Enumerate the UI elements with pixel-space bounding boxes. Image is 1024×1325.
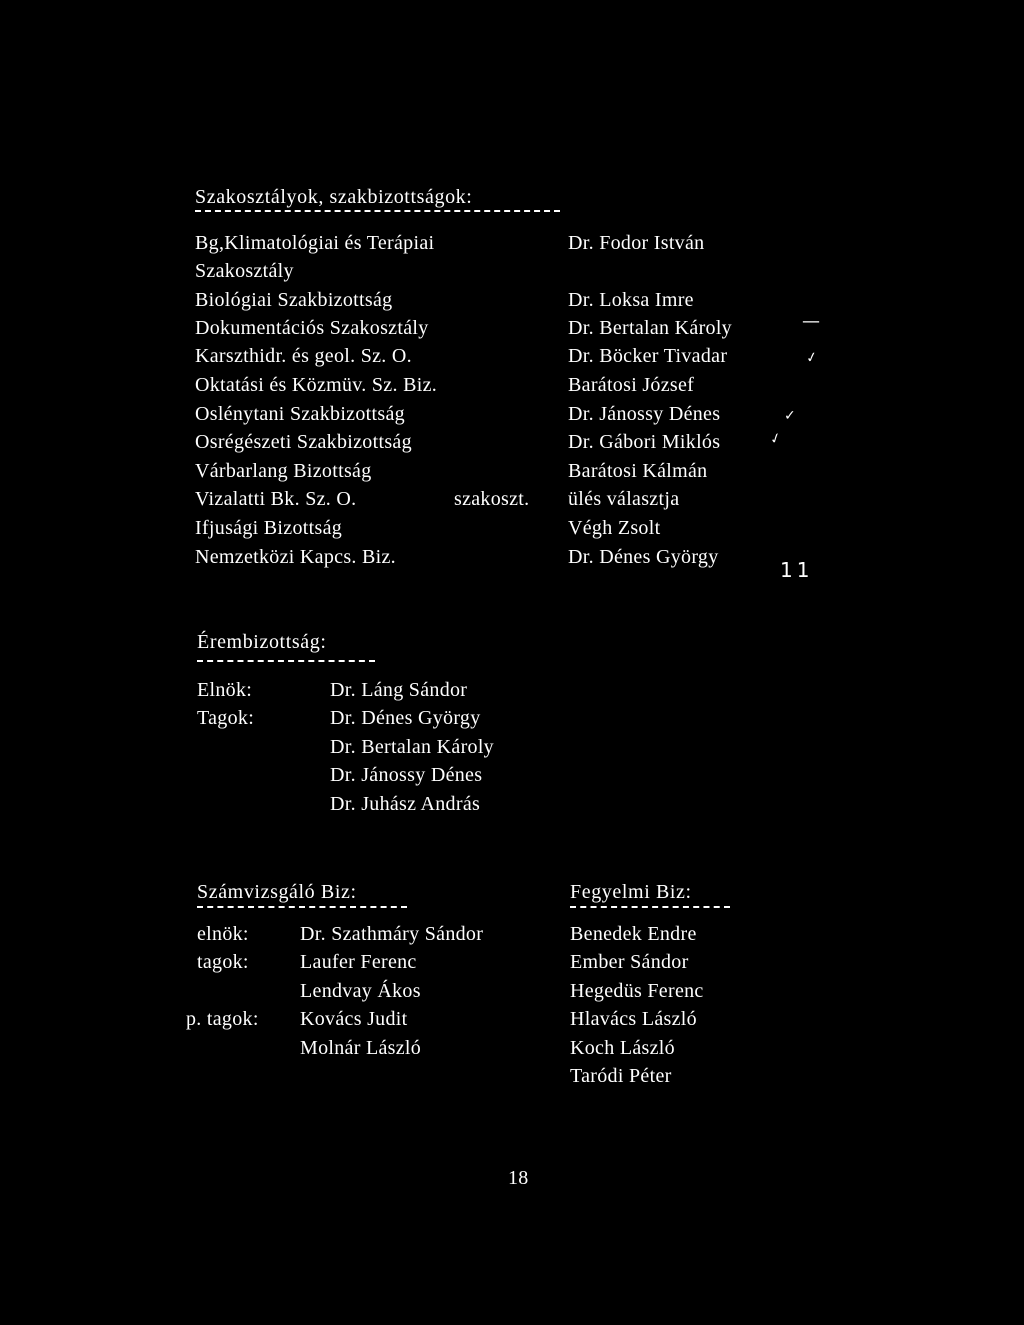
committee-chair: Dr. Böcker Tivadar: [568, 345, 728, 367]
member-name: Dr. Szathmáry Sándor: [300, 923, 484, 945]
role-label: tagok:: [197, 951, 249, 973]
handwritten-dash-mark: —: [802, 311, 820, 332]
committee-note: szakoszt.: [454, 488, 530, 510]
committee-name: Ifjusági Bizottság: [195, 517, 343, 539]
committee-name: Nemzetközi Kapcs. Biz.: [195, 546, 396, 568]
role-label: p. tagok:: [186, 1008, 259, 1030]
committee-chair: Dr. Dénes György: [568, 546, 719, 568]
member-name: Laufer Ferenc: [300, 951, 417, 973]
member-name: Molnár László: [300, 1037, 422, 1059]
committee-name: Karszthidr. és geol. Sz. O.: [195, 345, 412, 367]
committee-chair: ülés választja: [568, 488, 680, 510]
medal-committee-heading: Érembizottság:: [197, 631, 327, 653]
handwritten-check-mark: ✓: [784, 408, 796, 424]
page-number: 18: [508, 1167, 529, 1189]
committee-chair: Dr. Gábori Miklós: [568, 431, 721, 453]
committee-name: Bg,Klimatológiai és Terápiai: [195, 232, 435, 254]
committee-chair: Dr. Loksa Imre: [568, 289, 694, 311]
member-name: Taródi Péter: [570, 1065, 672, 1087]
member-name: Dr. Juhász András: [330, 793, 481, 815]
member-name: Koch László: [570, 1037, 675, 1059]
member-name: Ember Sándor: [570, 951, 689, 973]
committee-name: Oslénytani Szakbizottság: [195, 403, 405, 425]
committees-heading: Szakosztályok, szakbizottságok:: [195, 186, 473, 208]
heading-underline: [197, 660, 375, 662]
heading-underline: [197, 906, 407, 908]
member-name: Dr. Bertalan Károly: [330, 736, 494, 758]
committee-name: Várbarlang Bizottság: [195, 460, 372, 482]
handwritten-check-mark: ✓: [767, 429, 784, 449]
member-name: Kovács Judit: [300, 1008, 408, 1030]
committee-name: Osrégészeti Szakbizottság: [195, 431, 412, 453]
chair-label: Elnök:: [197, 679, 253, 701]
members-label: Tagok:: [197, 707, 255, 729]
role-label: elnök:: [197, 923, 249, 945]
committee-name: Oktatási és Közmüv. Sz. Biz.: [195, 374, 438, 396]
committee-chair: Barátosi Kálmán: [568, 460, 708, 482]
member-name: Dr. Láng Sándor: [330, 679, 468, 701]
committee-chair: Barátosi József: [568, 374, 695, 396]
committee-chair: Dr. Fodor István: [568, 232, 705, 254]
member-name: Hegedüs Ferenc: [570, 980, 704, 1002]
committee-name: Biológiai Szakbizottság: [195, 289, 393, 311]
committee-name: Dokumentációs Szakosztály: [195, 317, 429, 339]
member-name: Dr. Dénes György: [330, 707, 481, 729]
handwritten-number-mark: 11: [780, 558, 814, 582]
committee-chair: Végh Zsolt: [568, 517, 661, 539]
disciplinary-committee-heading: Fegyelmi Biz:: [570, 881, 692, 903]
member-name: Hlavács László: [570, 1008, 697, 1030]
audit-committee-heading: Számvizsgáló Biz:: [197, 881, 357, 903]
member-name: Lendvay Ákos: [300, 980, 421, 1002]
member-name: Benedek Endre: [570, 923, 697, 945]
heading-underline: [195, 210, 560, 212]
committee-chair: Dr. Jánossy Dénes: [568, 403, 721, 425]
member-name: Dr. Jánossy Dénes: [330, 764, 483, 786]
committee-name: Vizalatti Bk. Sz. O.: [195, 488, 357, 510]
heading-underline: [570, 906, 730, 908]
handwritten-check-mark: ✓: [804, 348, 820, 368]
committee-chair: Dr. Bertalan Károly: [568, 317, 732, 339]
committee-name: Szakosztály: [195, 260, 294, 282]
